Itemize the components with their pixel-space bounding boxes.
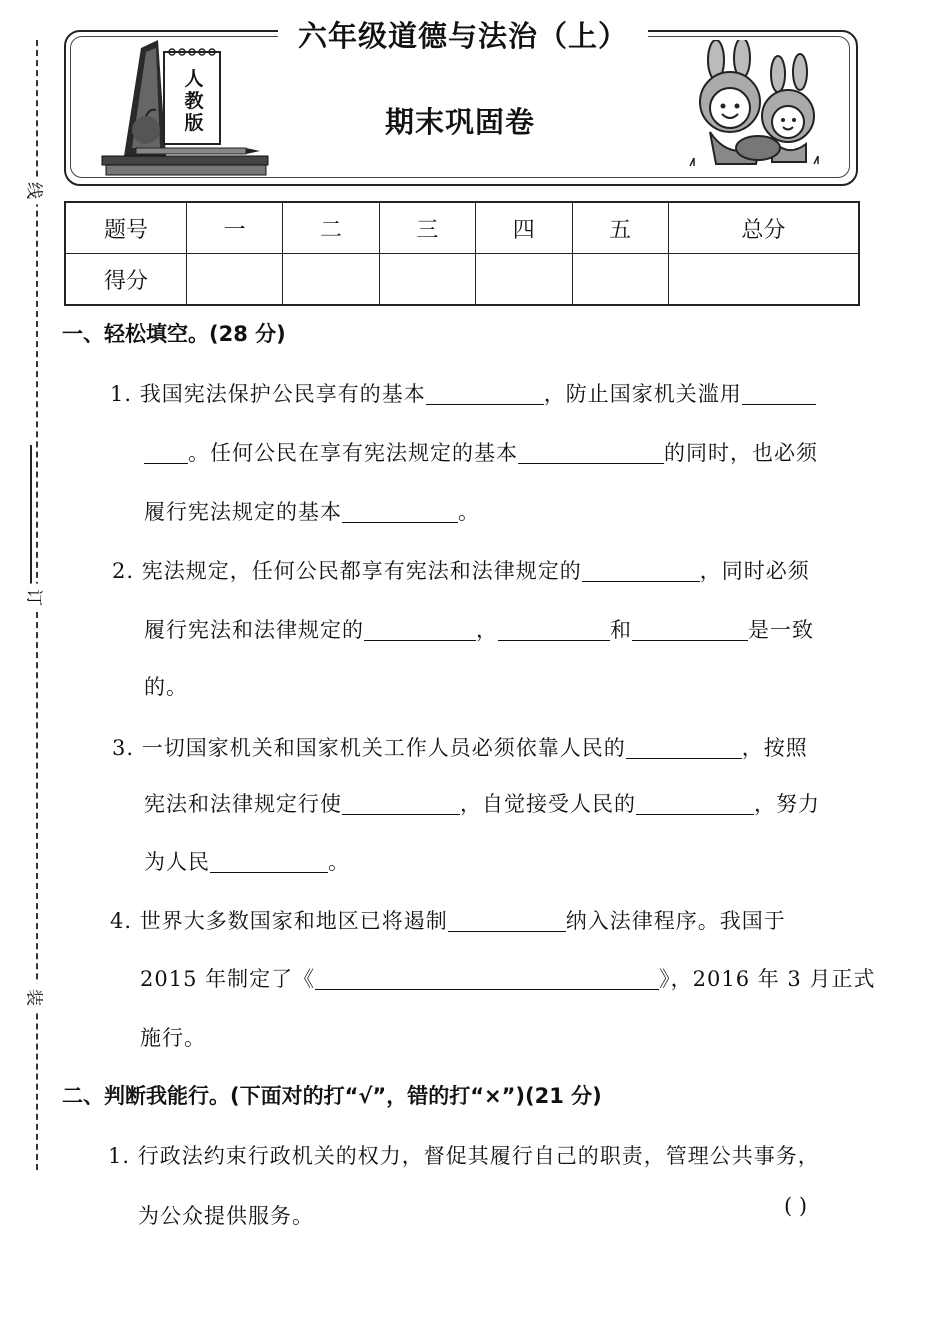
answer-parentheses[interactable]: ( ) xyxy=(784,1194,808,1218)
score-cell[interactable] xyxy=(668,254,859,306)
q4-text: 》，2016 年 3 月正式 xyxy=(659,967,876,991)
answer-blank[interactable] xyxy=(426,382,544,405)
q1-text: 。 xyxy=(458,500,480,524)
score-table-score-row xyxy=(65,254,859,306)
q1-line2 xyxy=(144,437,818,467)
answer-blank[interactable] xyxy=(582,559,700,582)
answer-blank[interactable] xyxy=(498,618,610,641)
q4-text: 2015 年制定了《 xyxy=(140,967,316,991)
q3-line2 xyxy=(144,788,820,818)
score-cell[interactable] xyxy=(476,254,572,306)
s2-q1-line2 xyxy=(138,1200,314,1230)
binding-char-zhuang: 装 xyxy=(24,984,49,1012)
score-table-col-header: 一 xyxy=(187,202,283,254)
q2-text: 和 xyxy=(610,618,632,642)
score-cell[interactable] xyxy=(283,254,379,306)
s2-q1-line1 xyxy=(108,1140,820,1170)
page-subtitle: 期末巩固卷 xyxy=(384,105,535,139)
q2-text: 是一致 xyxy=(748,618,814,642)
q1-text: ，防止国家机关滥用 xyxy=(543,382,742,406)
q4-text: 纳入法律程序。我国于 xyxy=(565,909,786,933)
q4-text: 施行。 xyxy=(140,1026,206,1050)
q3-text: 3. 一切国家机关和国家机关工作人员必须依靠人民的 xyxy=(112,736,626,760)
answer-blank[interactable] xyxy=(448,909,566,932)
score-table-col-header: 总分 xyxy=(668,202,859,254)
q4-line1 xyxy=(110,905,786,935)
answer-blank[interactable] xyxy=(342,792,460,815)
q3-text: ，按照 xyxy=(741,736,808,760)
q1-text: 1. 我国宪法保护公民享有的基本 xyxy=(110,382,426,406)
q3-text: ，努力 xyxy=(754,792,820,816)
score-table-col-header: 三 xyxy=(379,202,475,254)
q1-line3 xyxy=(144,496,480,526)
q3-line3 xyxy=(144,846,350,876)
edition-badge: 人教版 xyxy=(184,68,204,134)
q3-text: 为人民 xyxy=(144,850,210,874)
q1-line1 xyxy=(110,378,816,408)
q2-text: ，同时必须 xyxy=(699,559,810,583)
answer-blank[interactable] xyxy=(518,441,664,464)
answer-blank[interactable] xyxy=(364,618,476,641)
section2-heading: 二、判断我能行。(下面对的打“√”，错的打“×”)(21 分) xyxy=(62,1084,602,1108)
q2-line2 xyxy=(144,614,814,644)
q2-text: 履行宪法和法律规定的 xyxy=(144,618,364,642)
score-table-col-header: 四 xyxy=(476,202,572,254)
q2-line3 xyxy=(144,671,188,701)
s2-q1-text: 为公众提供服务。 xyxy=(138,1204,314,1228)
q1-text: 的同时，也必须 xyxy=(664,441,818,465)
section1-heading: 一、轻松填空。(28 分) xyxy=(62,322,286,346)
score-cell[interactable] xyxy=(187,254,283,306)
answer-blank[interactable] xyxy=(210,850,328,873)
page-title: 六年级道德与法治（上） xyxy=(297,19,628,53)
score-table-header-row xyxy=(65,202,859,254)
s2-q1-text: 1. 行政法约束行政机关的权力，督促其履行自己的职责，管理公共事务， xyxy=(108,1144,820,1168)
answer-blank[interactable] xyxy=(742,382,816,405)
q3-text: 。 xyxy=(328,850,350,874)
answer-blank[interactable] xyxy=(315,967,659,990)
q4-line2 xyxy=(140,963,875,993)
q2-text: ， xyxy=(476,618,498,642)
q2-text: 2. 宪法规定，任何公民都享有宪法和法律规定的 xyxy=(112,559,582,583)
score-table-col-header: 二 xyxy=(283,202,379,254)
q2-text: 的。 xyxy=(144,675,188,699)
q4-line3 xyxy=(140,1022,206,1052)
q1-text: 。任何公民在享有宪法规定的基本 xyxy=(188,441,518,465)
answer-blank[interactable] xyxy=(636,792,754,815)
answer-blank[interactable] xyxy=(626,736,742,759)
binding-char-xian: 线 xyxy=(24,177,49,205)
q3-text: 宪法和法律规定行使 xyxy=(144,792,342,816)
score-table-row-label: 得分 xyxy=(65,254,187,306)
answer-blank[interactable] xyxy=(342,500,458,523)
answer-blank[interactable] xyxy=(144,441,188,464)
q2-line1 xyxy=(112,555,810,585)
binding-margin-solid-line xyxy=(30,445,32,605)
score-cell[interactable] xyxy=(572,254,668,306)
answer-blank[interactable] xyxy=(632,618,748,641)
kids-illustration xyxy=(680,40,830,168)
score-table-col-header: 五 xyxy=(572,202,668,254)
q3-text: ，自觉接受人民的 xyxy=(460,792,636,816)
score-table-row-label: 题号 xyxy=(65,202,187,254)
q4-text: 4. 世界大多数国家和地区已将遏制 xyxy=(110,909,448,933)
binding-char-ding: 订 xyxy=(24,584,49,612)
score-table xyxy=(64,201,860,306)
score-cell[interactable] xyxy=(379,254,475,306)
q1-text: 履行宪法规定的基本 xyxy=(144,500,342,524)
q3-line1 xyxy=(112,732,808,762)
